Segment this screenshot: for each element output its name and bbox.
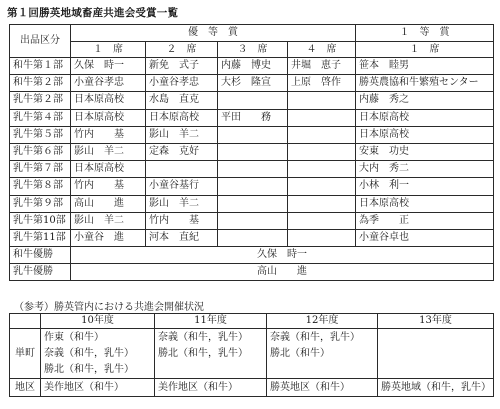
category-cell: 乳牛第７部 [10,161,71,178]
event-entry: 作東（和牛） [44,332,104,343]
header-seat-3: ３ 席 [218,42,288,58]
winner-cell: 定森 克好 [146,143,218,160]
winner-cell: 為季 正 [356,212,494,229]
table-row [10,92,494,109]
header-itto-seat-1: １ 席 [356,42,494,58]
winner-cell [218,126,288,143]
winner-cell: 小童谷 進 [71,229,146,246]
winner-cell [288,126,356,143]
header-seat-2: ２ 席 [146,42,218,58]
reference-cell [41,379,155,397]
winner-cell: 河本 直紀 [146,229,218,246]
category-cell: 乳牛第２部 [10,92,71,109]
winner-cell: 影山 羊二 [71,212,146,229]
header-seat-1: １ 席 [71,42,146,58]
winner-cell [288,143,356,160]
winner-cell: 大内 秀二 [356,161,494,178]
year-header: 10年度 [41,314,155,329]
winner-cell [218,178,288,195]
winner-cell: 上原 啓作 [288,75,356,92]
event-entry: 勝北（和牛，乳牛） [158,348,248,359]
winner-cell: 竹内 基 [71,126,146,143]
winner-cell [218,195,288,212]
reference-row-label: 単町 [10,329,41,379]
reference-cell [267,379,378,397]
header-itto: １ 等 賞 [356,25,494,42]
category-cell: 乳牛優勝 [10,264,71,281]
header-category: 出品区分 [10,25,71,58]
winner-cell [146,161,218,178]
reference-corner [10,314,41,329]
winner-cell [288,92,356,109]
winner-cell: 小童谷孝忠 [146,75,218,92]
event-entry: 奈義（和牛，乳牛） [270,332,360,343]
reference-row-label: 地区 [10,379,41,397]
winner-cell: 竹内 基 [146,212,218,229]
champion-row [10,264,494,281]
year-header: 11年度 [155,314,267,329]
table-row [10,178,494,195]
winner-cell [218,212,288,229]
winner-cell: 小童谷孝忠 [71,75,146,92]
winner-cell: 小童谷卓也 [356,229,494,246]
reference-cell [155,329,267,379]
winner-cell: 勝英農協和牛繁殖センター [356,75,494,92]
event-entry: 勝北（和牛） [270,348,330,359]
event-entry: 勝英地域（和牛，乳牛） [381,381,491,393]
winner-cell [288,195,356,212]
winner-cell [288,229,356,246]
winner-cell: 高山 進 [71,195,146,212]
winner-cell [218,229,288,246]
reference-cell [155,379,267,397]
winner-cell: 竹内 基 [71,178,146,195]
category-cell: 乳牛第11部 [10,229,71,246]
winner-cell: 笹本 睦男 [356,58,494,75]
winner-cell: 新免 式子 [146,58,218,75]
champion-name: 久保 時一 [71,247,494,264]
table-row [10,161,494,178]
event-entry: 奈義（和牛，乳牛） [44,348,134,359]
winner-cell: 日本原高校 [356,126,494,143]
year-header: 12年度 [267,314,378,329]
table-row [10,58,494,75]
page-title: 第１回勝英地域畜産共進会受賞一覧 [7,7,179,19]
event-entry: 勝北（和牛，乳牛） [44,364,134,375]
winner-cell: 安東 功史 [356,143,494,160]
winner-cell [218,161,288,178]
event-entry: 美作地区（和牛） [158,381,238,393]
reference-title: （参考）勝英管内における共進会開催状況 [14,302,204,313]
winner-cell: 小童谷基行 [146,178,218,195]
winner-cell [288,109,356,126]
category-cell: 乳牛第５部 [10,126,71,143]
header-seat-4: ４ 席 [288,42,356,58]
winner-cell: 小林 利一 [356,178,494,195]
winner-cell [288,212,356,229]
winner-cell: 日本原高校 [71,161,146,178]
winner-cell [218,143,288,160]
winner-cell: 平田 務 [218,109,288,126]
category-cell: 乳牛第６部 [10,143,71,160]
winner-cell: 影山 羊二 [146,126,218,143]
reference-cell [41,329,155,379]
winner-cell: 日本原高校 [356,195,494,212]
table-row [10,212,494,229]
year-header: 13年度 [378,314,494,329]
winner-cell: 日本原高校 [71,92,146,109]
awards-table [9,24,494,281]
reference-row [10,329,494,379]
winner-cell: 大杉 隆宣 [218,75,288,92]
reference-cell [378,379,494,397]
champion-row [10,247,494,264]
winner-cell: 井堀 恵子 [288,58,356,75]
table-row [10,143,494,160]
winner-cell: 日本原高校 [71,109,146,126]
winner-cell: 日本原高校 [356,109,494,126]
event-entry: 勝英地区（和牛） [270,381,350,393]
winner-cell: 水島 直克 [146,92,218,109]
winner-cell [218,92,288,109]
reference-cell [267,329,378,379]
table-row [10,229,494,246]
winner-cell: 内藤 秀之 [356,92,494,109]
event-entry: 美作地区（和牛） [44,381,124,393]
category-cell: 乳牛第10部 [10,212,71,229]
category-cell: 和牛第１部 [10,58,71,75]
reference-table [9,313,494,397]
category-cell: 乳牛第９部 [10,195,71,212]
champion-name: 高山 進 [71,264,494,281]
table-row [10,75,494,92]
winner-cell: 影山 羊二 [146,195,218,212]
table-row [10,126,494,143]
winner-cell [288,178,356,195]
table-row [10,195,494,212]
winner-cell: 久保 時一 [71,58,146,75]
header-yusho: 優 等 賞 [71,25,356,42]
winner-cell [288,161,356,178]
reference-cell [378,329,494,379]
winner-cell: 影山 羊二 [71,143,146,160]
category-cell: 乳牛第４部 [10,109,71,126]
event-entry: 奈義（和牛，乳牛） [158,332,248,343]
category-cell: 和牛優勝 [10,247,71,264]
category-cell: 和牛第２部 [10,75,71,92]
winner-cell: 内藤 博史 [218,58,288,75]
category-cell: 乳牛第８部 [10,178,71,195]
winner-cell: 日本原高校 [146,109,218,126]
table-row [10,109,494,126]
reference-row [10,379,494,397]
